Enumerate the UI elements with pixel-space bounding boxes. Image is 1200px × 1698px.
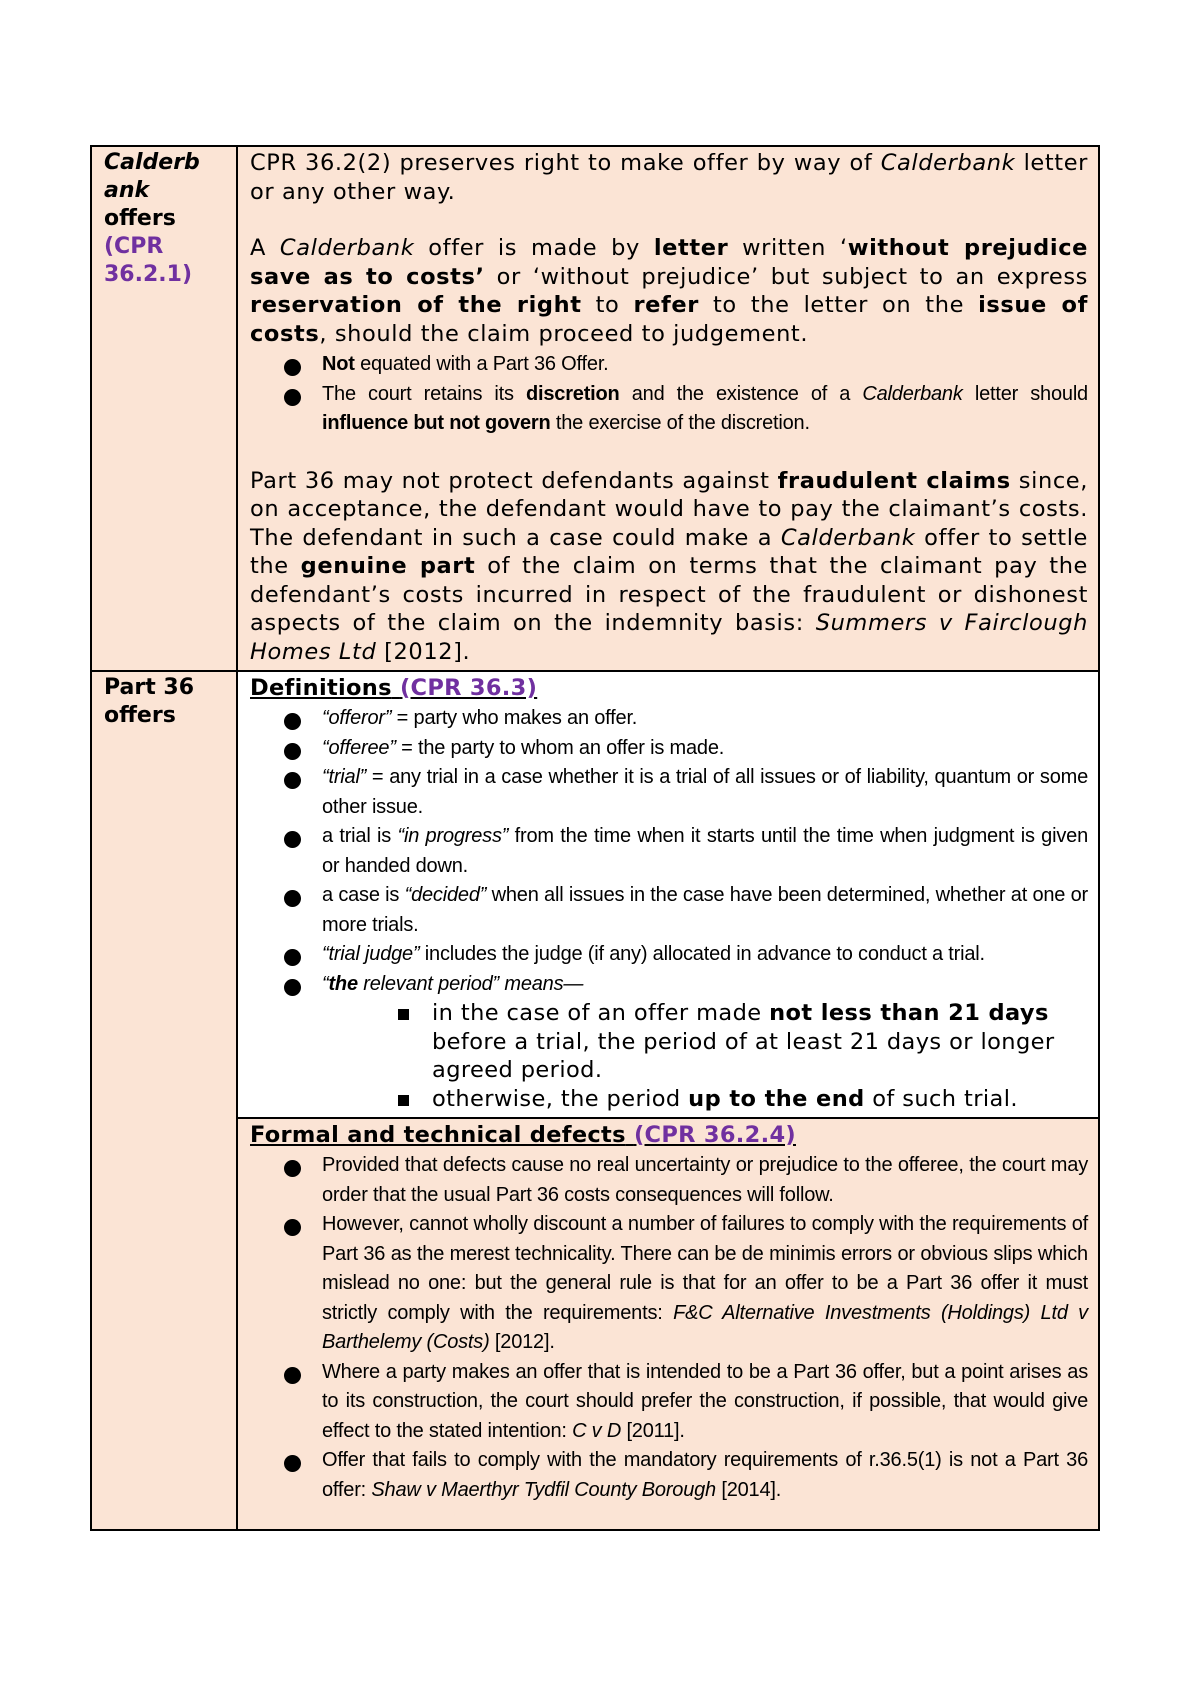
list-item: a trial is “in progress” from the time when it starts until the time when judgment is given or handed down. (322, 822, 1088, 881)
list-item: in the case of an offer made not less than 21 days before a trial, the period of at least 21 days or longer agreed period. (432, 999, 1088, 1085)
notes-table (90, 145, 1100, 1531)
part36-definitions-row (91, 671, 1099, 1118)
list-item: Not equated with a Part 36 Offer. (322, 350, 1088, 380)
list-item: Offer that fails to comply with the mandatory requirements of r.36.5(1) is not a Part 36 offer: Shaw v Maerthyr Tydfil County Borough [2014]. (322, 1446, 1088, 1505)
calderbank-para-2: A Calderbank offer is made by letter written ‘without prejudice save as to costs’ or ‘without prejudice’ but subject to an express reservation of the right to refer to the letter on the issue of costs, should the claim proceed to judgement. (250, 235, 1088, 347)
calderbank-content-cell (237, 146, 1099, 671)
label-ref: (CPR (104, 234, 164, 259)
label-text: offers (104, 703, 176, 728)
calderbank-label-cell (91, 146, 237, 671)
label-ref: 36.2.1) (104, 262, 192, 287)
formal-defects-list (250, 1151, 1088, 1505)
label-text: offers (104, 206, 176, 231)
calderbank-para-3: Part 36 may not protect defendants against fraudulent claims since, on acceptance, the defendant would have to pay the claimant’s costs. The defendant in such a case could make a Calderbank offer to settle the genuine part of the claim on terms that the claimant pay the defendant’s costs incurred in respect of the fraudulent or dishonest aspects of the claim on the indemnity basis: Summers v Fairclough Homes Ltd [2012]. (250, 467, 1088, 665)
calderbank-para-1: CPR 36.2(2) preserves right to make offer by way of Calderbank letter or any other way. (250, 150, 1089, 205)
list-item: The court retains its discretion and the existence of a Calderbank letter should influence but not govern the exercise of the discretion. (322, 380, 1088, 439)
calderbank-row (91, 146, 1099, 671)
part36-formal-row (91, 1118, 1099, 1530)
definitions-heading: Definitions (CPR 36.3) (250, 675, 538, 701)
formal-defects-heading: Formal and technical defects (CPR 36.2.4) (250, 1122, 796, 1148)
relevant-period-sublist (250, 999, 1088, 1113)
list-item: “offeror” = party who makes an offer. (322, 704, 1088, 734)
list-item: However, cannot wholly discount a number of failures to comply with the requirements of Part 36 as the merest technicality. There can be de minimis errors or obvious slips which mislead no one: but the general rule is that for an offer to be a Part 36 offer it must strictly comply with the requirements: F&C Alternative Investments (Holdings) Ltd v Barthelemy (Costs) [2012]. (322, 1210, 1088, 1358)
list-item: “offeree” = the party to whom an offer is made. (322, 734, 1088, 764)
list-item: otherwise, the period up to the end of such trial. (432, 1085, 1088, 1114)
label-text: Part 36 (104, 675, 195, 700)
label-text: ank (104, 178, 150, 203)
list-item: “trial judge” includes the judge (if any) allocated in advance to conduct a trial. (322, 940, 1088, 970)
definitions-cell (237, 671, 1099, 1118)
list-item: a case is “decided” when all issues in the case have been determined, whether at one or more trials. (322, 881, 1088, 940)
label-text: Calderb (104, 150, 200, 175)
list-item: “the relevant period” means— (322, 970, 1088, 1000)
list-item: “trial” = any trial in a case whether it is a trial of all issues or of liability, quantum or some other issue. (322, 763, 1088, 822)
calderbank-label (104, 149, 226, 289)
calderbank-bullets (250, 350, 1088, 439)
formal-defects-cell (237, 1118, 1099, 1530)
list-item: Provided that defects cause no real uncertainty or prejudice to the offeree, the court may order that the usual Part 36 costs consequences will follow. (322, 1151, 1088, 1210)
part36-label-cell (91, 671, 237, 1530)
part36-label (104, 674, 226, 730)
list-item: Where a party makes an offer that is intended to be a Part 36 offer, but a point arises as to its construction, the court should prefer the construction, if possible, that would give effect to the stated intention: C v D [2011]. (322, 1358, 1088, 1447)
definitions-list (250, 704, 1088, 999)
